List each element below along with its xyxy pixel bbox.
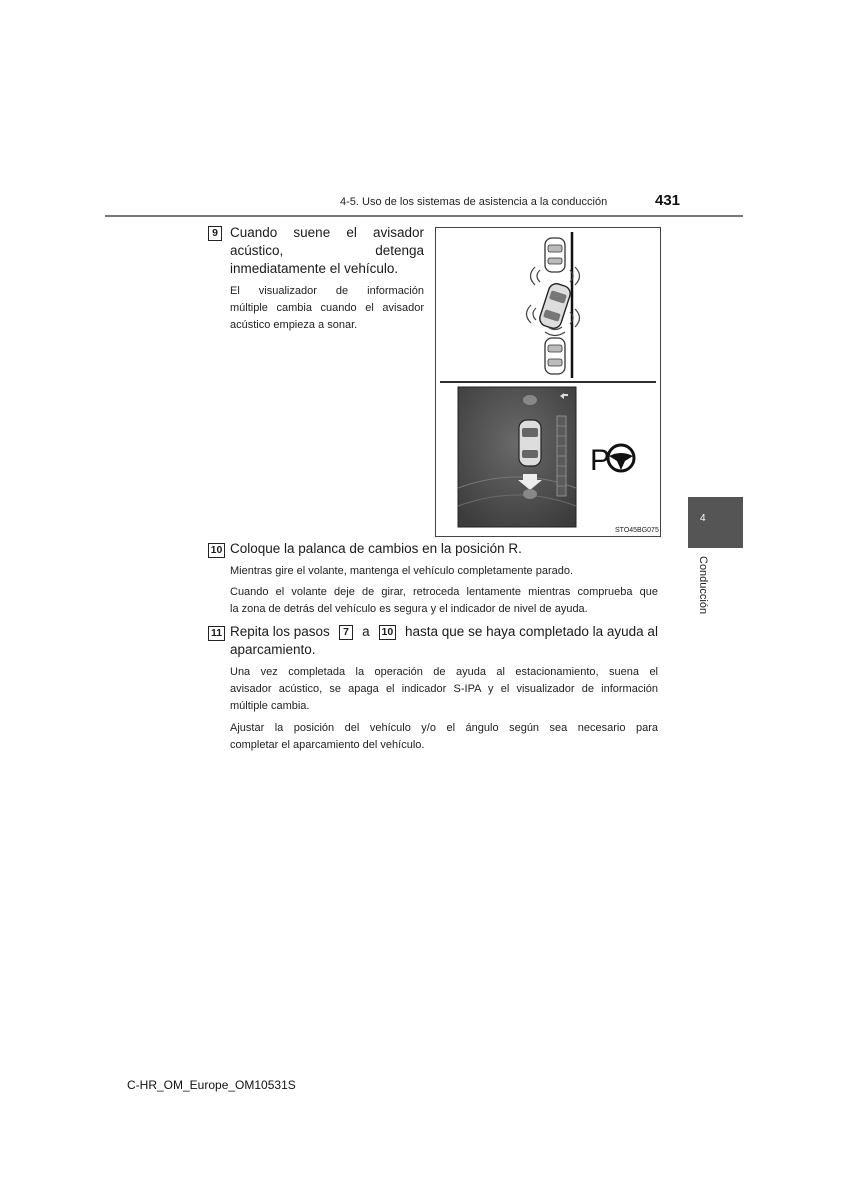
step-9-number: 9 [208, 226, 222, 241]
parking-illustration [436, 228, 660, 536]
step-11-box [208, 623, 225, 641]
step-9-box [208, 223, 222, 241]
chapter-tab-label: Conducción [697, 556, 709, 615]
step-11-para-2-line: Ajustar la posición del vehículo y/o el ángulo según sea necesario para [230, 722, 658, 734]
step-11-para-1-line: avisador acústico, se apaga el indicador S-IPA y el visualizador de información [230, 683, 658, 695]
step-9-description [230, 283, 424, 334]
step-10-title: Coloque la palanca de cambios en la posición R. [230, 541, 522, 556]
step-11-para-1-line: Una vez completada la operación de ayuda al estacionamiento, suena el [230, 666, 658, 678]
step-11-para-2-line: completar el aparcamiento del vehículo. [230, 739, 425, 751]
step-ref-10: 10 [379, 625, 396, 640]
step-11-title-pre: Repita los pasos [230, 624, 330, 639]
step-11-title [230, 623, 658, 659]
step-11-title-line-1 [230, 623, 658, 641]
chapter-tab [688, 497, 743, 548]
step-10-box [208, 540, 225, 558]
parked-car-front-icon [545, 238, 565, 272]
step-10-para-2-line: Cuando el volante deje de girar, retroceda lentamente mientras comprueba que [230, 586, 658, 598]
step-9-title-line: acústico, detenga [230, 243, 424, 258]
step-11-title-mid: a [362, 624, 370, 639]
step-11-number: 11 [208, 626, 225, 641]
step-11-para-1-line: múltiple cambia. [230, 700, 310, 712]
header-rule [105, 215, 743, 217]
chapter-tab-number: 4 [700, 513, 706, 524]
s-ipa-indicator-icon [590, 444, 634, 477]
step-9-text-line: El visualizador de información [230, 285, 424, 297]
step-9-title-line: Cuando suene el avisador [230, 225, 424, 240]
step-10-number: 10 [208, 543, 225, 558]
step-9-text-line: acústico empieza a sonar. [230, 319, 358, 331]
step-11-title-line-2: aparcamiento. [230, 642, 316, 657]
header-section-title: 4-5. Uso de los sistemas de asistencia a la conducción [340, 196, 608, 208]
step-10-para-2-line: la zona de detrás del vehículo es segura y el indicador de nivel de ayuda. [230, 603, 588, 615]
step-9-title-line: inmediatamente el vehículo. [230, 261, 399, 276]
step-11-para-1 [230, 664, 658, 715]
step-10-para-1: Mientras gire el volante, mantenga el vehículo completamente parado. [230, 565, 574, 577]
parking-assist-figure [435, 227, 661, 537]
step-11-para-2 [230, 720, 658, 754]
step-ref-7: 7 [339, 625, 353, 640]
step-9-title [230, 224, 424, 278]
figure-code: STO45BG075 [615, 527, 659, 534]
own-vehicle-icon [538, 282, 573, 331]
step-9-text-line: múltiple cambia cuando el avisador [230, 302, 424, 314]
svg-text:P: P [590, 444, 611, 477]
multi-information-display [458, 387, 576, 527]
page-number: 431 [655, 192, 681, 209]
step-10-para-2 [230, 584, 658, 618]
parked-car-rear-icon [545, 338, 565, 374]
footer-document-code: C-HR_OM_Europe_OM10531S [127, 1078, 296, 1092]
step-11-title-post: hasta que se haya completado la ayuda al [405, 624, 658, 639]
